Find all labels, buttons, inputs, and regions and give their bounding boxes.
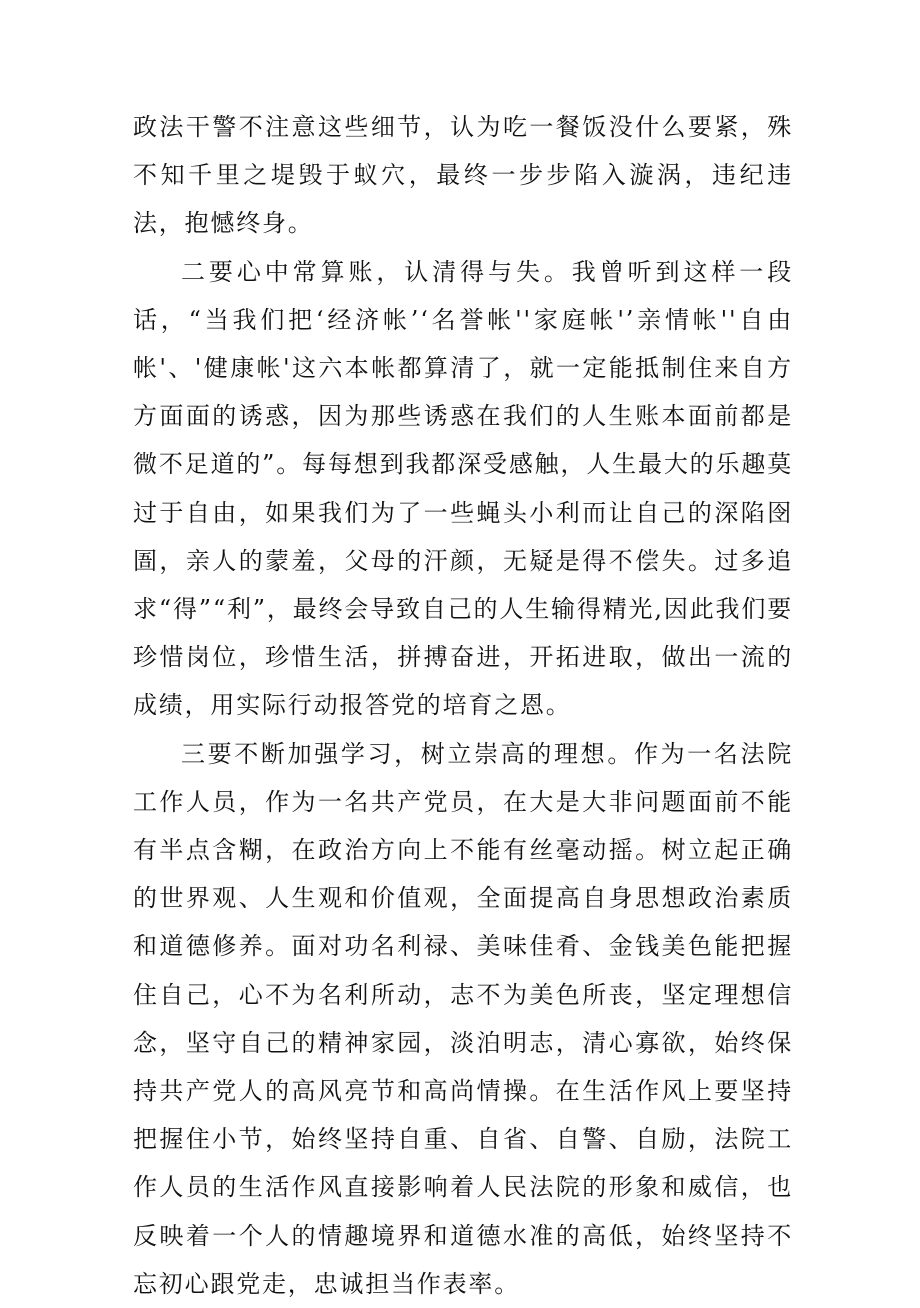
paragraph-continuation: 政法干警不注意这些细节，认为吃一餐饭没什么要紧，殊不知千里之堤毁于蚁穴，最终一步步陷入漩涡，违纪违法，抱憾终身。	[133, 113, 793, 238]
paragraph-second-point: 二要心中常算账，认清得与失。我曾听到这样一段话，“当我们把‘经济帐’‘名誉帐''家庭帐'’亲情帐''自由帐'、'健康帐'这六本帐都算清了，就一定能抵制住来自方方面面的诱惑，因为那些诱惑在我们的人生账本面前都是微不足道的”。每每想到我都深受感触，人生最大的乐趣莫过于自由，如果我们为了一些蝇头小利而让自己的深陷囹圄，亲人的蒙羞，父母的汗颜，无疑是得不偿失。过多追求“得”“利”，最终会导致自己的人生输得精光,因此我们要珍惜岗位，珍惜生活，拼搏奋进，开拓进取，做出一流的成绩，用实际行动报答党的培育之恩。	[133, 257, 793, 720]
paragraph-third-point: 三要不断加强学习，树立崇高的理想。作为一名法院工作人员，作为一名共产党员，在大是大非问题面前不能有半点含糊，在政治方向上不能有丝毫动摇。树立起正确的世界观、人生观和价值观，全面提高自身思想政治素质和道德修养。面对功名利禄、美味佳肴、金钱美色能把握住自己，心不为名利所动，志不为美色所丧，坚定理想信念，坚守自己的精神家园，淡泊明志，清心寡欲，始终保持共产党人的高风亮节和高尚情操。在生活作风上要坚持把握住小节，始终坚持自重、自省、自警、自励，法院工作人员的生活作风直接影响着人民法院的形象和威信，也反映着一个人的情趣境界和道德水准的高低，始终坚持不忘初心跟党走，忠诚担当作表率。	[133, 739, 793, 1298]
document-body	[133, 103, 793, 1308]
